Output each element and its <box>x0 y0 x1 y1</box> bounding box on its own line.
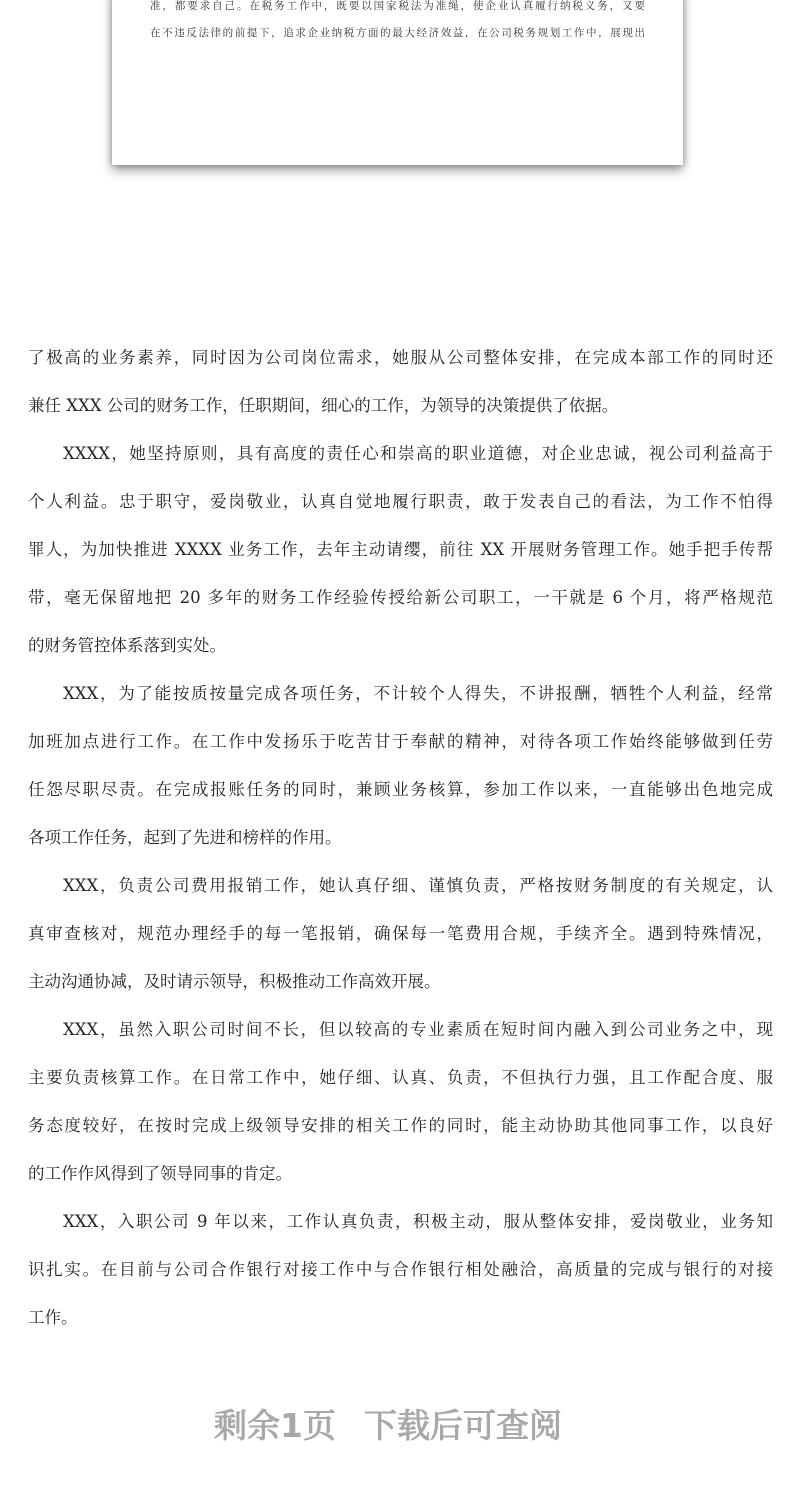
paragraph-line: 了极高的业务素养，同时因为公司岗位需求，她服从公司整体安排，在完成本部工作的同时还 <box>28 348 773 367</box>
paragraph-line: 工作。 <box>28 1308 78 1327</box>
paragraph-line: 真审查核对，规范办理经手的每一笔报销，确保每一笔费用合规，手续齐全。遇到特殊情况， <box>28 924 773 943</box>
card-text-line: 准，都要求自己。在税务工作中，既要以国家税法为准绳，使企业认真履行纳税义务，又要 <box>150 0 645 12</box>
paragraph-line: 罪人，为加快推进 XXXX 业务工作，去年主动请缨，前往 XX 开展财务管理工作。她手把手传帮 <box>28 540 773 559</box>
paragraph-line: XXXX，她坚持原则，具有高度的责任心和崇高的职业道德，对企业忠诚，视公司利益高于 <box>63 444 773 463</box>
paragraph-line: 各项工作任务，起到了先进和榜样的作用。 <box>28 828 342 847</box>
paragraph-line: XXX，负责公司费用报销工作，她认真仔细、谨慎负责，严格按财务制度的有关规定，认 <box>63 876 773 895</box>
paragraph-line: XXX，入职公司 9 年以来，工作认真负责，积极主动，服从整体安排，爱岗敬业，业务知 <box>63 1212 773 1231</box>
document-page-preview <box>112 0 683 165</box>
paragraph-line: 兼任 XXX 公司的财务工作，任职期间，细心的工作，为领导的决策提供了依据。 <box>28 396 619 415</box>
paragraph-line: XXX，虽然入职公司时间不长，但以较高的专业素质在短时间内融入到公司业务之中，现 <box>63 1020 773 1039</box>
document-body <box>28 344 773 1352</box>
remaining-pages-label: 剩余1页 <box>214 1406 336 1445</box>
paragraph-line: 主动沟通协减，及时请示领导，积极推动工作高效开展。 <box>28 972 441 991</box>
paragraph-line: 的财务管控体系落到实处。 <box>28 636 226 655</box>
paragraph-line: 任怨尽职尽责。在完成报账任务的同时，兼顾业务核算，参加工作以来，一直能够出色地完成 <box>28 780 773 799</box>
paragraph-line: 个人利益。忠于职守，爱岗敬业，认真自觉地履行职责，敢于发表自己的看法，为工作不怕得 <box>28 492 773 511</box>
download-to-view-label: 下载后可查阅 <box>363 1406 562 1445</box>
download-prompt[interactable] <box>0 1400 776 1447</box>
paragraph-line: 加班加点进行工作。在工作中发扬乐于吃苦甘于奉献的精神，对待各项工作始终能够做到任劳 <box>28 732 773 751</box>
paragraph-line: 主要负责核算工作。在日常工作中，她仔细、认真、负责，不但执行力强，且工作配合度、服 <box>28 1068 773 1087</box>
paragraph-line: 带，毫无保留地把 20 多年的财务工作经验传授给新公司职工，一干就是 6 个月，将严格规范 <box>28 588 773 607</box>
card-text-line: 在不违反法律的前提下，追求企业纳税方面的最大经济效益，在公司税务规划工作中，展现出 <box>150 27 645 39</box>
paragraph-line: 识扎实。在目前与公司合作银行对接工作中与合作银行相处融洽，高质量的完成与银行的对接 <box>28 1260 773 1279</box>
paragraph-line: XXX，为了能按质按量完成各项任务，不计较个人得失，不讲报酬，牺牲个人利益，经常 <box>63 684 773 703</box>
paragraph-line: 的工作作风得到了领导同事的肯定。 <box>28 1164 292 1183</box>
paragraph-line: 务态度较好，在按时完成上级领导安排的相关工作的同时，能主动协助其他同事工作，以良好 <box>28 1116 773 1135</box>
